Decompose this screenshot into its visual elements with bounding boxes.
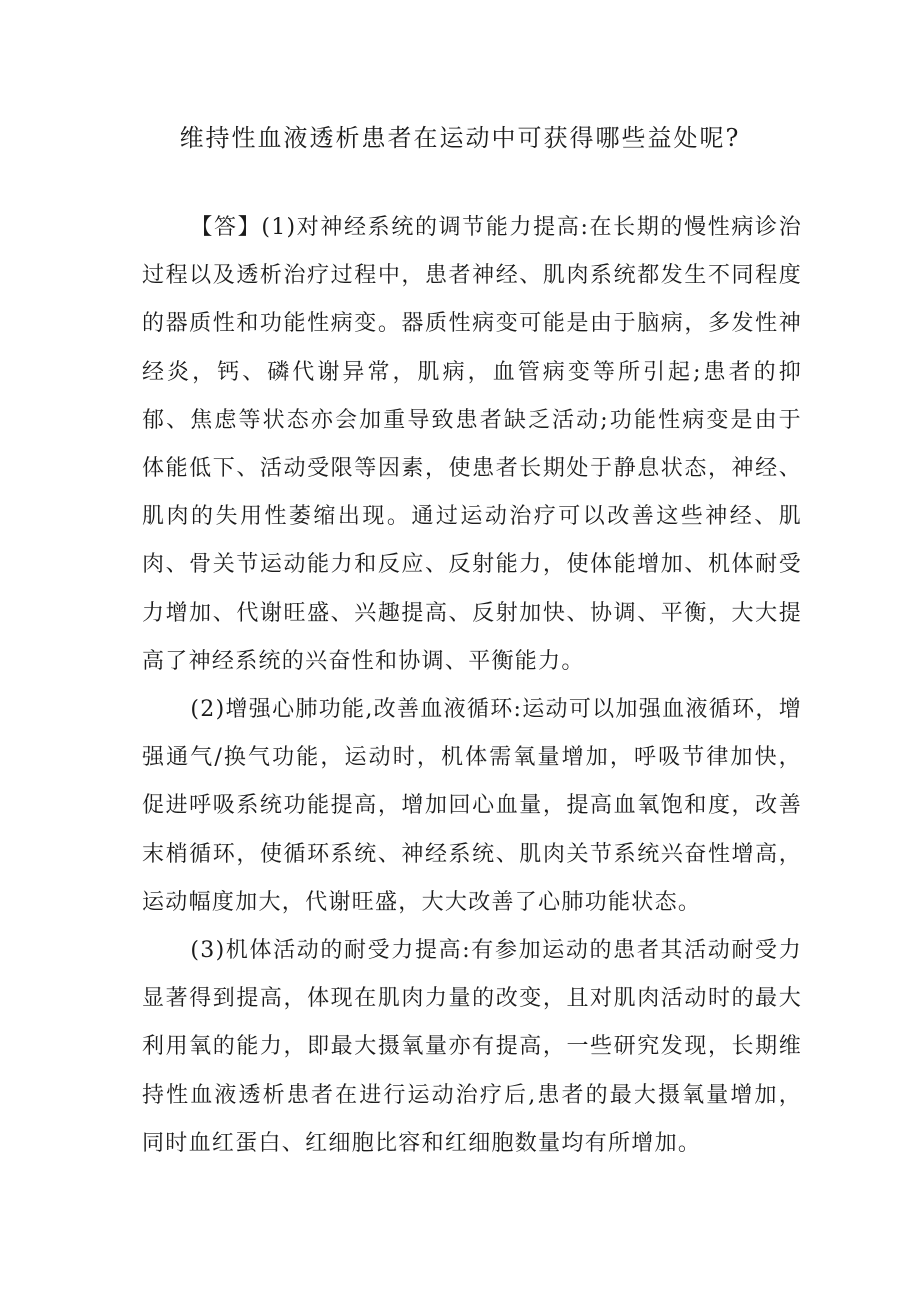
paragraph-1: 【答】(1)对神经系统的调节能力提高:在长期的慢性病诊治过程以及透析治疗过程中，患者神经、肌肉系统都发生不同程度的器质性和功能性病变。器质性病变可能是由于脑病，多发性神经炎，钙、磷代谢异常，肌病，血管病变等所引起;患者的抑郁、焦虑等状态亦会加重导致患者缺乏活动;功能性病变是由于体能低下、活动受限等因素，使患者长期处于静息状态，神经、肌肉的失用性萎缩出现。通过运动治疗可以改善这些神经、肌肉、骨关节运动能力和反应、反射能力，使体能增加、机体耐受力增加、代谢旺盛、兴趣提高、反射加快、协调、平衡，大大提高了神经系统的兴奋性和协调、平衡能力。 [142, 215, 802, 674]
document-body [142, 204, 802, 1168]
paragraph-3: (3)机体活动的耐受力提高:有参加运动的患者其活动耐受力显著得到提高，体现在肌肉力量的改变，且对肌肉活动时的最大利用氧的能力，即最大摄氧量亦有提高，一些研究发现，长期维持性血液透析患者在进行运动治疗后,患者的最大摄氧量增加，同时血红蛋白、红细胞比容和红细胞数量均有所增加。 [142, 938, 802, 1156]
document-title: 维持性血液透析患者在运动中可获得哪些益处呢? [179, 124, 741, 152]
paragraph-2: (2)增强心肺功能,改善血液循环:运动可以加强血液循环，增强通气/换气功能，运动时，机体需氧量增加，呼吸节律加快，促进呼吸系统功能提高，增加回心血量，提高血氧饱和度，改善末梢循环，使循环系统、神经系统、肌肉关节系统兴奋性增高，运动幅度加大，代谢旺盛，大大改善了心肺功能状态。 [142, 697, 802, 915]
